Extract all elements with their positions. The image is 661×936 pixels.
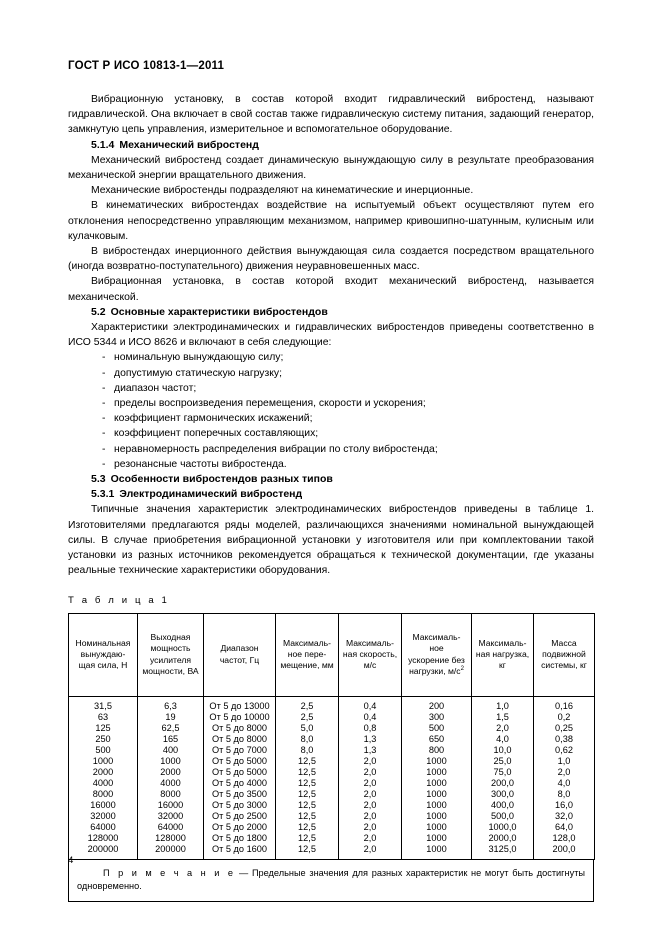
cell-nominal-force: 1000 [69, 756, 138, 767]
table-row [69, 778, 595, 789]
header-line: ная скорость, [342, 648, 398, 659]
heading-5-3 [68, 472, 594, 487]
cell-nominal-force: 128000 [69, 833, 138, 844]
cell-max-load: 75,0 [472, 767, 534, 778]
paragraph-mechanical-force: Механический вибростенд создает динамическую вынуждающую силу в результате преобразования механической энергии вращательного движения. [68, 154, 594, 182]
list-dash: - [102, 413, 106, 425]
cell-max-displacement: 12,5 [276, 811, 339, 822]
header-line: нагрузки, м/с [409, 665, 461, 676]
table-body [69, 696, 595, 860]
cell-nominal-force: 64000 [69, 822, 138, 833]
cell-max-acceleration: 1000 [402, 822, 472, 833]
table-row [69, 789, 595, 800]
cell-max-displacement: 12,5 [276, 767, 339, 778]
cell-moving-mass: 0,38 [534, 734, 595, 745]
cell-nominal-force: 31,5 [69, 696, 138, 712]
cell-max-acceleration: 1000 [402, 811, 472, 822]
cell-moving-mass: 16,0 [534, 800, 595, 811]
cell-nominal-force: 2000 [69, 767, 138, 778]
cell-amplifier-power: 62,5 [138, 723, 204, 734]
cell-max-load: 1,0 [472, 696, 534, 712]
header-line: частот, Гц [219, 654, 260, 665]
heading-5-2-text: Основные характеристики вибростендов [110, 305, 328, 318]
cell-max-acceleration: 800 [402, 745, 472, 756]
cell-max-load: 2,0 [472, 723, 534, 734]
paragraph-characteristics-intro: Характеристики электродинамических и гидравлических вибростендов приведены соответственно в ИСО 5344 и ИСО 8626 и включают в себя следующие: [68, 322, 594, 349]
header-line: кг [499, 660, 506, 671]
cell-max-velocity: 1,3 [339, 734, 402, 745]
cell-moving-mass: 64,0 [534, 822, 595, 833]
cell-max-velocity: 2,0 [339, 800, 402, 811]
cell-max-acceleration: 1000 [402, 844, 472, 860]
cell-max-displacement: 12,5 [276, 778, 339, 789]
characteristics-list [68, 350, 594, 472]
cell-max-displacement: 12,5 [276, 844, 339, 860]
header-line: Масса [551, 637, 577, 648]
cell-frequency-range: От 5 до 3500 [204, 789, 276, 800]
header-line: вынуждаю- [80, 648, 126, 659]
document-header: ГОСТ Р ИСО 10813-1—2011 [68, 60, 225, 72]
cell-max-displacement: 12,5 [276, 800, 339, 811]
heading-5-3-1 [68, 487, 594, 502]
list-dash: - [102, 443, 106, 455]
cell-nominal-force: 200000 [69, 844, 138, 860]
cell-amplifier-power: 1000 [138, 756, 204, 767]
heading-5-1-4-text: Механический вибростенд [119, 138, 259, 151]
cell-max-acceleration: 1000 [402, 789, 472, 800]
list-item-label: резонансные частоты вибростенда. [114, 458, 287, 470]
table-caption: Т а б л и ц а 1 [68, 594, 170, 606]
cell-amplifier-power: 400 [138, 745, 204, 756]
table-row [69, 696, 595, 712]
cell-frequency-range: От 5 до 10000 [204, 712, 276, 723]
note-label: П р и м е ч а н и е [103, 868, 236, 879]
cell-max-load: 3125,0 [472, 844, 534, 860]
list-item [68, 381, 594, 396]
cell-max-acceleration: 650 [402, 734, 472, 745]
cell-max-velocity: 2,0 [339, 844, 402, 860]
cell-max-displacement: 2,5 [276, 696, 339, 712]
heading-5-3-1-number: 5.3.1 [91, 488, 115, 501]
cell-frequency-range: От 5 до 8000 [204, 734, 276, 745]
cell-moving-mass: 4,0 [534, 778, 595, 789]
cell-frequency-range: От 5 до 13000 [204, 696, 276, 712]
cell-max-load: 2000,0 [472, 833, 534, 844]
cell-max-velocity: 2,0 [339, 767, 402, 778]
table-row [69, 723, 595, 734]
table-row [69, 822, 595, 833]
column-header-max-acceleration [402, 613, 472, 696]
cell-max-load: 1,5 [472, 712, 534, 723]
heading-5-1-4-number: 5.1.4 [91, 138, 115, 151]
header-line: системы, кг [541, 660, 587, 671]
cell-max-acceleration: 1000 [402, 800, 472, 811]
list-item [68, 426, 594, 441]
cell-moving-mass: 0,2 [534, 712, 595, 723]
cell-amplifier-power: 4000 [138, 778, 204, 789]
cell-frequency-range: От 5 до 2500 [204, 811, 276, 822]
cell-moving-mass: 0,16 [534, 696, 595, 712]
cell-nominal-force: 500 [69, 745, 138, 756]
cell-max-displacement: 12,5 [276, 822, 339, 833]
specifications-table [68, 613, 595, 861]
cell-max-load: 400,0 [472, 800, 534, 811]
header-line: ная нагрузка, [475, 648, 530, 659]
list-item-label: коэффициент гармонических искажений; [114, 413, 313, 425]
header-line: подвижной [542, 648, 586, 659]
cell-max-load: 4,0 [472, 734, 534, 745]
header-line: Максималь- [345, 637, 395, 648]
cell-moving-mass: 8,0 [534, 789, 595, 800]
header-line: мещение, мм [280, 660, 334, 671]
table-row [69, 745, 595, 756]
table-note [68, 860, 594, 902]
cell-max-velocity: 2,0 [339, 811, 402, 822]
header-line: ное [429, 643, 444, 654]
paragraph-inertial: В вибростендах инерционного действия вынуждающая сила создается посредством вращательного (иногда возвратно-поступательного) движения неуравновешенных масс. [68, 246, 594, 273]
cell-max-acceleration: 1000 [402, 778, 472, 789]
cell-frequency-range: От 5 до 8000 [204, 723, 276, 734]
cell-max-displacement: 12,5 [276, 756, 339, 767]
cell-amplifier-power: 16000 [138, 800, 204, 811]
list-item-label: допустимую статическую нагрузку; [114, 367, 282, 379]
cell-moving-mass: 1,0 [534, 756, 595, 767]
list-dash: - [102, 352, 106, 364]
table-row [69, 756, 595, 767]
cell-max-load: 10,0 [472, 745, 534, 756]
cell-max-velocity: 0,8 [339, 723, 402, 734]
page-number: 4 [68, 855, 74, 866]
column-header-frequency-range [204, 613, 276, 696]
paragraph-mechanical-installation: Вибрационная установка, в состав которой входит механический вибростенд, называется механической. [68, 276, 594, 303]
cell-max-displacement: 12,5 [276, 789, 339, 800]
cell-max-load: 300,0 [472, 789, 534, 800]
table-row [69, 833, 595, 844]
cell-moving-mass: 128,0 [534, 833, 595, 844]
cell-frequency-range: От 5 до 3000 [204, 800, 276, 811]
heading-5-3-number: 5.3 [91, 473, 106, 486]
header-line: Выходная [150, 632, 191, 643]
paragraph-mechanical-types: Механические вибростенды подразделяют на кинематические и инерционные. [91, 185, 474, 197]
table-row [69, 767, 595, 778]
header-line: ускорение без [408, 654, 465, 665]
cell-max-velocity: 2,0 [339, 789, 402, 800]
header-line: щая сила, Н [78, 660, 128, 671]
cell-moving-mass: 32,0 [534, 811, 595, 822]
cell-max-velocity: 2,0 [339, 833, 402, 844]
column-header-max-displacement [276, 613, 339, 696]
paragraph-kinematic: В кинематических вибростендах воздействие на испытуемый объект осуществляют путем его отклонения непосредственно управляющим механизмом, например кривошипно-шатунным, кулисным или кулачковым. [68, 200, 594, 242]
cell-nominal-force: 63 [69, 712, 138, 723]
cell-frequency-range: От 5 до 1800 [204, 833, 276, 844]
column-header-amplifier-power [138, 613, 204, 696]
cell-frequency-range: От 5 до 5000 [204, 756, 276, 767]
list-item [68, 396, 594, 411]
header-line: мощность [150, 643, 191, 654]
table-header-row [69, 613, 595, 696]
heading-5-3-text: Особенности вибростендов разных типов [110, 473, 333, 486]
cell-amplifier-power: 32000 [138, 811, 204, 822]
header-line: мощности, ВА [142, 665, 199, 676]
cell-frequency-range: От 5 до 7000 [204, 745, 276, 756]
cell-moving-mass: 200,0 [534, 844, 595, 860]
cell-frequency-range: От 5 до 5000 [204, 767, 276, 778]
cell-amplifier-power: 200000 [138, 844, 204, 860]
cell-max-velocity: 2,0 [339, 756, 402, 767]
cell-max-acceleration: 200 [402, 696, 472, 712]
heading-5-2-number: 5.2 [91, 305, 106, 318]
superscript-two: 2 [460, 665, 464, 672]
cell-max-load: 1000,0 [472, 822, 534, 833]
header-line: Диапазон [220, 643, 259, 654]
cell-max-acceleration: 1000 [402, 756, 472, 767]
cell-amplifier-power: 128000 [138, 833, 204, 844]
cell-frequency-range: От 5 до 4000 [204, 778, 276, 789]
list-item [68, 457, 594, 472]
cell-max-velocity: 2,0 [339, 778, 402, 789]
cell-amplifier-power: 2000 [138, 767, 204, 778]
list-item [68, 442, 594, 457]
cell-max-displacement: 5,0 [276, 723, 339, 734]
cell-nominal-force: 4000 [69, 778, 138, 789]
cell-moving-mass: 0,25 [534, 723, 595, 734]
cell-moving-mass: 0,62 [534, 745, 595, 756]
list-item [68, 350, 594, 365]
column-header-max-velocity [339, 613, 402, 696]
cell-max-acceleration: 500 [402, 723, 472, 734]
header-line: м/с [363, 660, 377, 671]
cell-nominal-force: 125 [69, 723, 138, 734]
cell-max-displacement: 8,0 [276, 734, 339, 745]
heading-5-1-4 [68, 138, 594, 153]
cell-max-acceleration: 300 [402, 712, 472, 723]
list-item [68, 411, 594, 426]
paragraph-hydraulic-installation: Вибрационную установку, в состав которой входит гидравлический вибростенд, называют гидравлической. Она включает в свой состав также гидравлическую систему питания, задающий генератор, замкнутую цепь управления, измерительное и вспомогательное оборудование. [68, 94, 594, 136]
list-dash: - [102, 458, 106, 470]
list-dash: - [102, 382, 106, 394]
heading-5-2 [68, 305, 594, 320]
cell-moving-mass: 2,0 [534, 767, 595, 778]
cell-max-acceleration: 1000 [402, 767, 472, 778]
list-dash: - [102, 428, 106, 440]
cell-nominal-force: 250 [69, 734, 138, 745]
header-line: Максималь- [412, 632, 461, 643]
cell-amplifier-power: 6,3 [138, 696, 204, 712]
list-item-label: коэффициент поперечных составляющих; [114, 428, 319, 440]
note-text: — Предельные значения для разных характеристик не могут быть достигнуты одновременно. [77, 868, 585, 892]
column-header-max-load [472, 613, 534, 696]
list-item-label: диапазон частот; [114, 382, 197, 394]
header-line: Максималь- [282, 637, 332, 648]
cell-max-load: 200,0 [472, 778, 534, 789]
cell-nominal-force: 32000 [69, 811, 138, 822]
cell-max-load: 25,0 [472, 756, 534, 767]
list-item-label: пределы воспроизведения перемещения, скорости и ускорения; [114, 398, 426, 410]
column-header-nominal-force [69, 613, 138, 696]
table-row [69, 712, 595, 723]
cell-nominal-force: 16000 [69, 800, 138, 811]
cell-max-load: 500,0 [472, 811, 534, 822]
heading-5-3-1-text: Электродинамический вибростенд [119, 488, 303, 501]
cell-amplifier-power: 19 [138, 712, 204, 723]
list-dash: - [102, 398, 106, 410]
cell-nominal-force: 8000 [69, 789, 138, 800]
header-line: Номинальная [75, 637, 131, 648]
document-body [68, 92, 594, 902]
cell-amplifier-power: 8000 [138, 789, 204, 800]
cell-max-displacement: 12,5 [276, 833, 339, 844]
list-item [68, 366, 594, 381]
column-header-moving-mass [534, 613, 595, 696]
table-row [69, 811, 595, 822]
header-line: усилителя [149, 654, 192, 665]
table-row [69, 844, 595, 860]
cell-amplifier-power: 165 [138, 734, 204, 745]
list-dash: - [102, 367, 106, 379]
table-row [69, 800, 595, 811]
header-line: ное пере- [287, 648, 327, 659]
cell-max-velocity: 0,4 [339, 696, 402, 712]
cell-amplifier-power: 64000 [138, 822, 204, 833]
cell-max-velocity: 0,4 [339, 712, 402, 723]
cell-max-displacement: 2,5 [276, 712, 339, 723]
list-item-label: неравномерность распределения вибрации по столу вибростенда; [114, 443, 438, 455]
cell-frequency-range: От 5 до 2000 [204, 822, 276, 833]
paragraph-electrodynamic: Типичные значения характеристик электродинамических вибростендов приведены в таблице 1. Изготовителями предлагаются ряды моделей, различающихся значениями номинальной вынуждающей силы. В случае приобретения вибрационной установки у изготовителя или при комплектовании такой установки из разных источников рекомендуется обращаться к технической документации, где указаны реальные технические характеристики оборудования. [68, 504, 594, 577]
table-row [69, 734, 595, 745]
cell-max-acceleration: 1000 [402, 833, 472, 844]
cell-frequency-range: От 5 до 1600 [204, 844, 276, 860]
list-item-label: номинальную вынуждающую силу; [114, 352, 284, 364]
header-line: Максималь- [478, 637, 527, 648]
cell-max-displacement: 8,0 [276, 745, 339, 756]
cell-max-velocity: 2,0 [339, 822, 402, 833]
cell-max-velocity: 1,3 [339, 745, 402, 756]
